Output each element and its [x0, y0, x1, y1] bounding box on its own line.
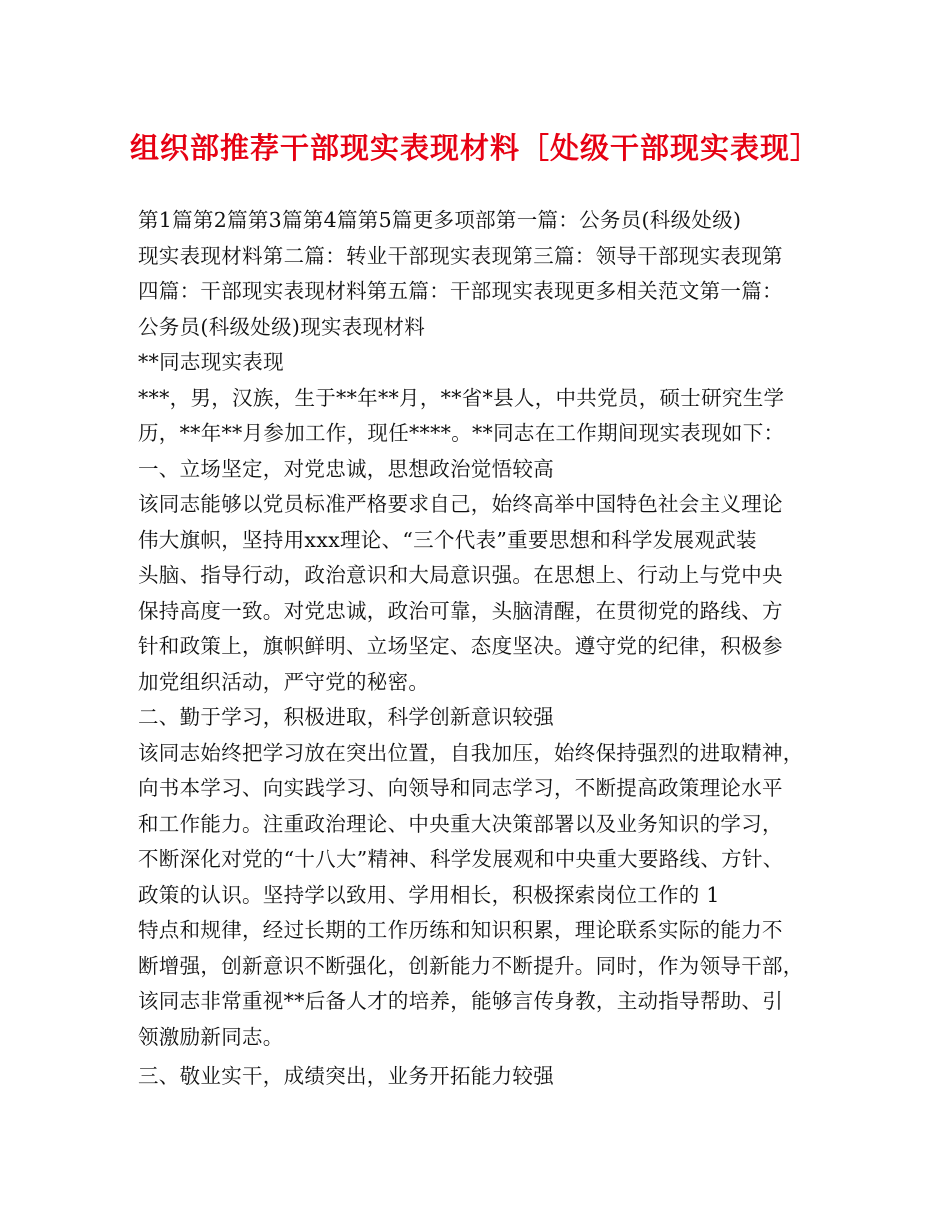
section-heading: 二、勤于学习，积极进取，科学创新意识较强 [138, 705, 554, 729]
section-heading: 一、立场坚定，对党忠诚，思想政治觉悟较高 [138, 456, 554, 481]
text-line: 政策的认识。坚持学以致用、学用相长，积极探索岗位工作的 1 [138, 882, 720, 907]
text-line: 历，**年**月参加工作，现任****。**同志在工作期间现实表现如下： [138, 421, 785, 445]
text-line: 不断深化对党的“十八大”精神、科学发展观和中央重大要路线、方针、 [138, 847, 784, 871]
section-heading: 三、敬业实干，成绩突出，业务开拓能力较强 [138, 1064, 554, 1088]
text-line: 该同志始终把学习放在突出位置，自我加压，始终保持强烈的进取精神， [138, 740, 804, 765]
document-title: 组织部推荐干部现实表现材料［处级干部现实表现］ [129, 131, 820, 165]
text-line: 第1篇第2篇第3篇第4篇第5篇更多项部第一篇：公务员(科级处级) [138, 208, 742, 232]
text-line: 针和政策上，旗帜鲜明、立场坚定、态度坚决。遵守党的纪律，积极参 [138, 634, 783, 658]
text-line: 四篇：干部现实表现材料第五篇：干部现实表现更多相关范文第一篇： [138, 279, 783, 303]
text-line: **同志现实表现 [138, 350, 284, 374]
text-line: 向书本学习、向实践学习、向领导和同志学习，不断提高政策理论水平 [138, 776, 783, 800]
text-line: ***，男，汉族，生于**年**月，**省*县人，中共党员，硕士研究生学 [138, 385, 785, 410]
text-line: 公务员(科级处级)现实表现材料 [138, 314, 425, 339]
text-line: 该同志能够以党员标准严格要求自己，始终高举中国特色社会主义理论 [138, 492, 783, 516]
text-line: 保持高度一致。对党忠诚，政治可靠，头脑清醒，在贯彻党的路线、方 [138, 598, 783, 623]
text-line: 领激励新同志。 [138, 1024, 284, 1049]
text-line: 特点和规律，经过长期的工作历练和知识积累，理论联系实际的能力不 [138, 918, 783, 942]
text-line: 伟大旗帜，坚持用xxx理论、“三个代表”重要思想和科学发展观武装 [138, 527, 757, 552]
text-line: 现实表现材料第二篇：转业干部现实表现第三篇：领导干部现实表现第 [138, 243, 783, 268]
text-line: 该同志非常重视**后备人才的培养，能够言传身教，主动指导帮助、引 [138, 989, 784, 1013]
text-line: 断增强，创新意识不断强化，创新能力不断提升。同时，作为领导干部， [138, 953, 804, 978]
text-line: 和工作能力。注重政治理论、中央重大决策部署以及业务知识的学习， [138, 811, 783, 836]
text-line: 加党组织活动，严守党的秘密。 [138, 669, 430, 694]
text-line: 头脑、指导行动，政治意识和大局意识强。在思想上、行动上与党中央 [138, 563, 783, 587]
document-body [138, 203, 818, 1095]
